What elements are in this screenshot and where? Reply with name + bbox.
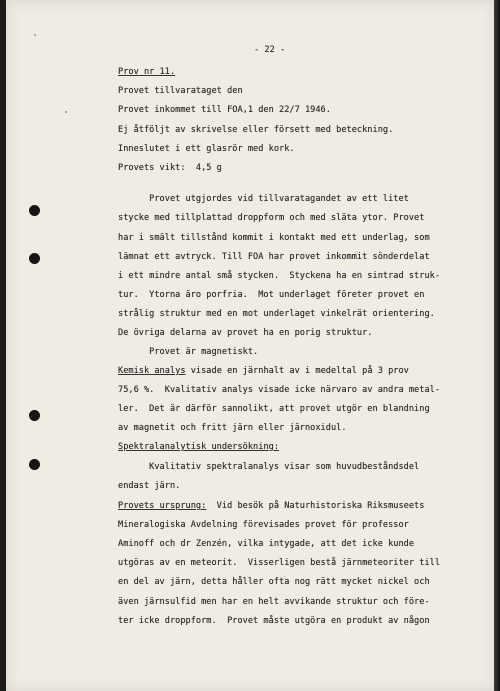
punch-hole <box>29 410 40 421</box>
body-line: De övriga delarna av provet ha en porig struktur. <box>118 328 373 338</box>
header-line: Provet inkommet till FOA,1 den 22/7 1946. <box>118 105 331 115</box>
punch-hole <box>29 459 40 470</box>
body-line: Kvalitativ spektralanalys visar som huvudbeståndsdel <box>118 462 420 472</box>
body-line: i ett mindre antal små stycken. Styckena ha en sintrad struk- <box>118 271 441 281</box>
body-line: av magnetit och fritt järn eller järnoxidul. <box>118 423 347 433</box>
header-line: Ej åtföljt av skrivelse eller försett med beteckning. <box>118 125 394 135</box>
body-line: stycke med tillplattad droppform och med släta ytor. Provet <box>118 213 425 223</box>
body-line: ter icke droppform. Provet måste utgöra en produkt av någon <box>118 616 430 626</box>
chem-analysis-line <box>118 366 409 376</box>
paper-speck <box>65 111 67 113</box>
body-line: utgöras av en meteorit. Visserligen bestå järnmeteoriter till <box>118 558 441 568</box>
header-line: Inneslutet i ett glasrör med kork. <box>118 144 295 154</box>
punch-hole <box>29 253 40 264</box>
body-line: en del av järn, detta håller ofta nog rätt mycket nickel och <box>118 577 430 587</box>
scan-edge-shadow <box>494 0 500 691</box>
document-page <box>6 0 496 691</box>
body-line: har i smält tillstånd kommit i kontakt med ett underlag, som <box>118 233 430 243</box>
body-line: Provet utgjordes vid tillvaratagandet av ett litet <box>118 194 409 204</box>
body-line: strålig struktur med en mot underlaget vinkelrät orientering. <box>118 309 435 319</box>
body-line: tur. Ytorna äro porfria. Mot underlaget företer provet en <box>118 290 425 300</box>
sample-weight: Provets vikt: 4,5 g <box>118 163 222 173</box>
origin-text: Vid besök på Naturhistoriska Riksmuseets <box>206 501 425 511</box>
chem-analysis-label: Kemisk analys <box>118 366 186 376</box>
origin-label: Provets ursprung: <box>118 501 207 511</box>
body-line: Mineralogiska Avdelning förevisades provet för professor <box>118 520 409 530</box>
sample-title: Prov nr 11. <box>118 67 176 77</box>
page-number: - 22 - <box>254 45 286 55</box>
punch-hole <box>29 205 40 216</box>
origin-line <box>118 501 424 511</box>
body-line: 75,6 %. Kvalitativ analys visade icke närvaro av andra metal- <box>118 385 441 395</box>
body-line: Aminoff och dr Zenzén, vilka intygade, att det icke kunde <box>118 539 415 549</box>
header-line: Provet tillvarataget den <box>118 86 243 96</box>
body-line: lämnat ett avtryck. Till FOA har provet inkommit sönderdelat <box>118 252 430 262</box>
body-line: även järnsulfid men har en helt avvikande struktur och före- <box>118 597 430 607</box>
spectral-heading: Spektralanalytisk undersökning: <box>118 442 280 452</box>
magnetic-line: Provet är magnetiskt. <box>118 347 259 357</box>
paper-speck <box>34 34 36 36</box>
body-line: ler. Det är därför sannolikt, att provet utgör en blandning <box>118 404 430 414</box>
chem-analysis-text: visade en järnhalt av i medeltal på 3 prov <box>185 366 409 376</box>
body-line: endast järn. <box>118 481 181 491</box>
